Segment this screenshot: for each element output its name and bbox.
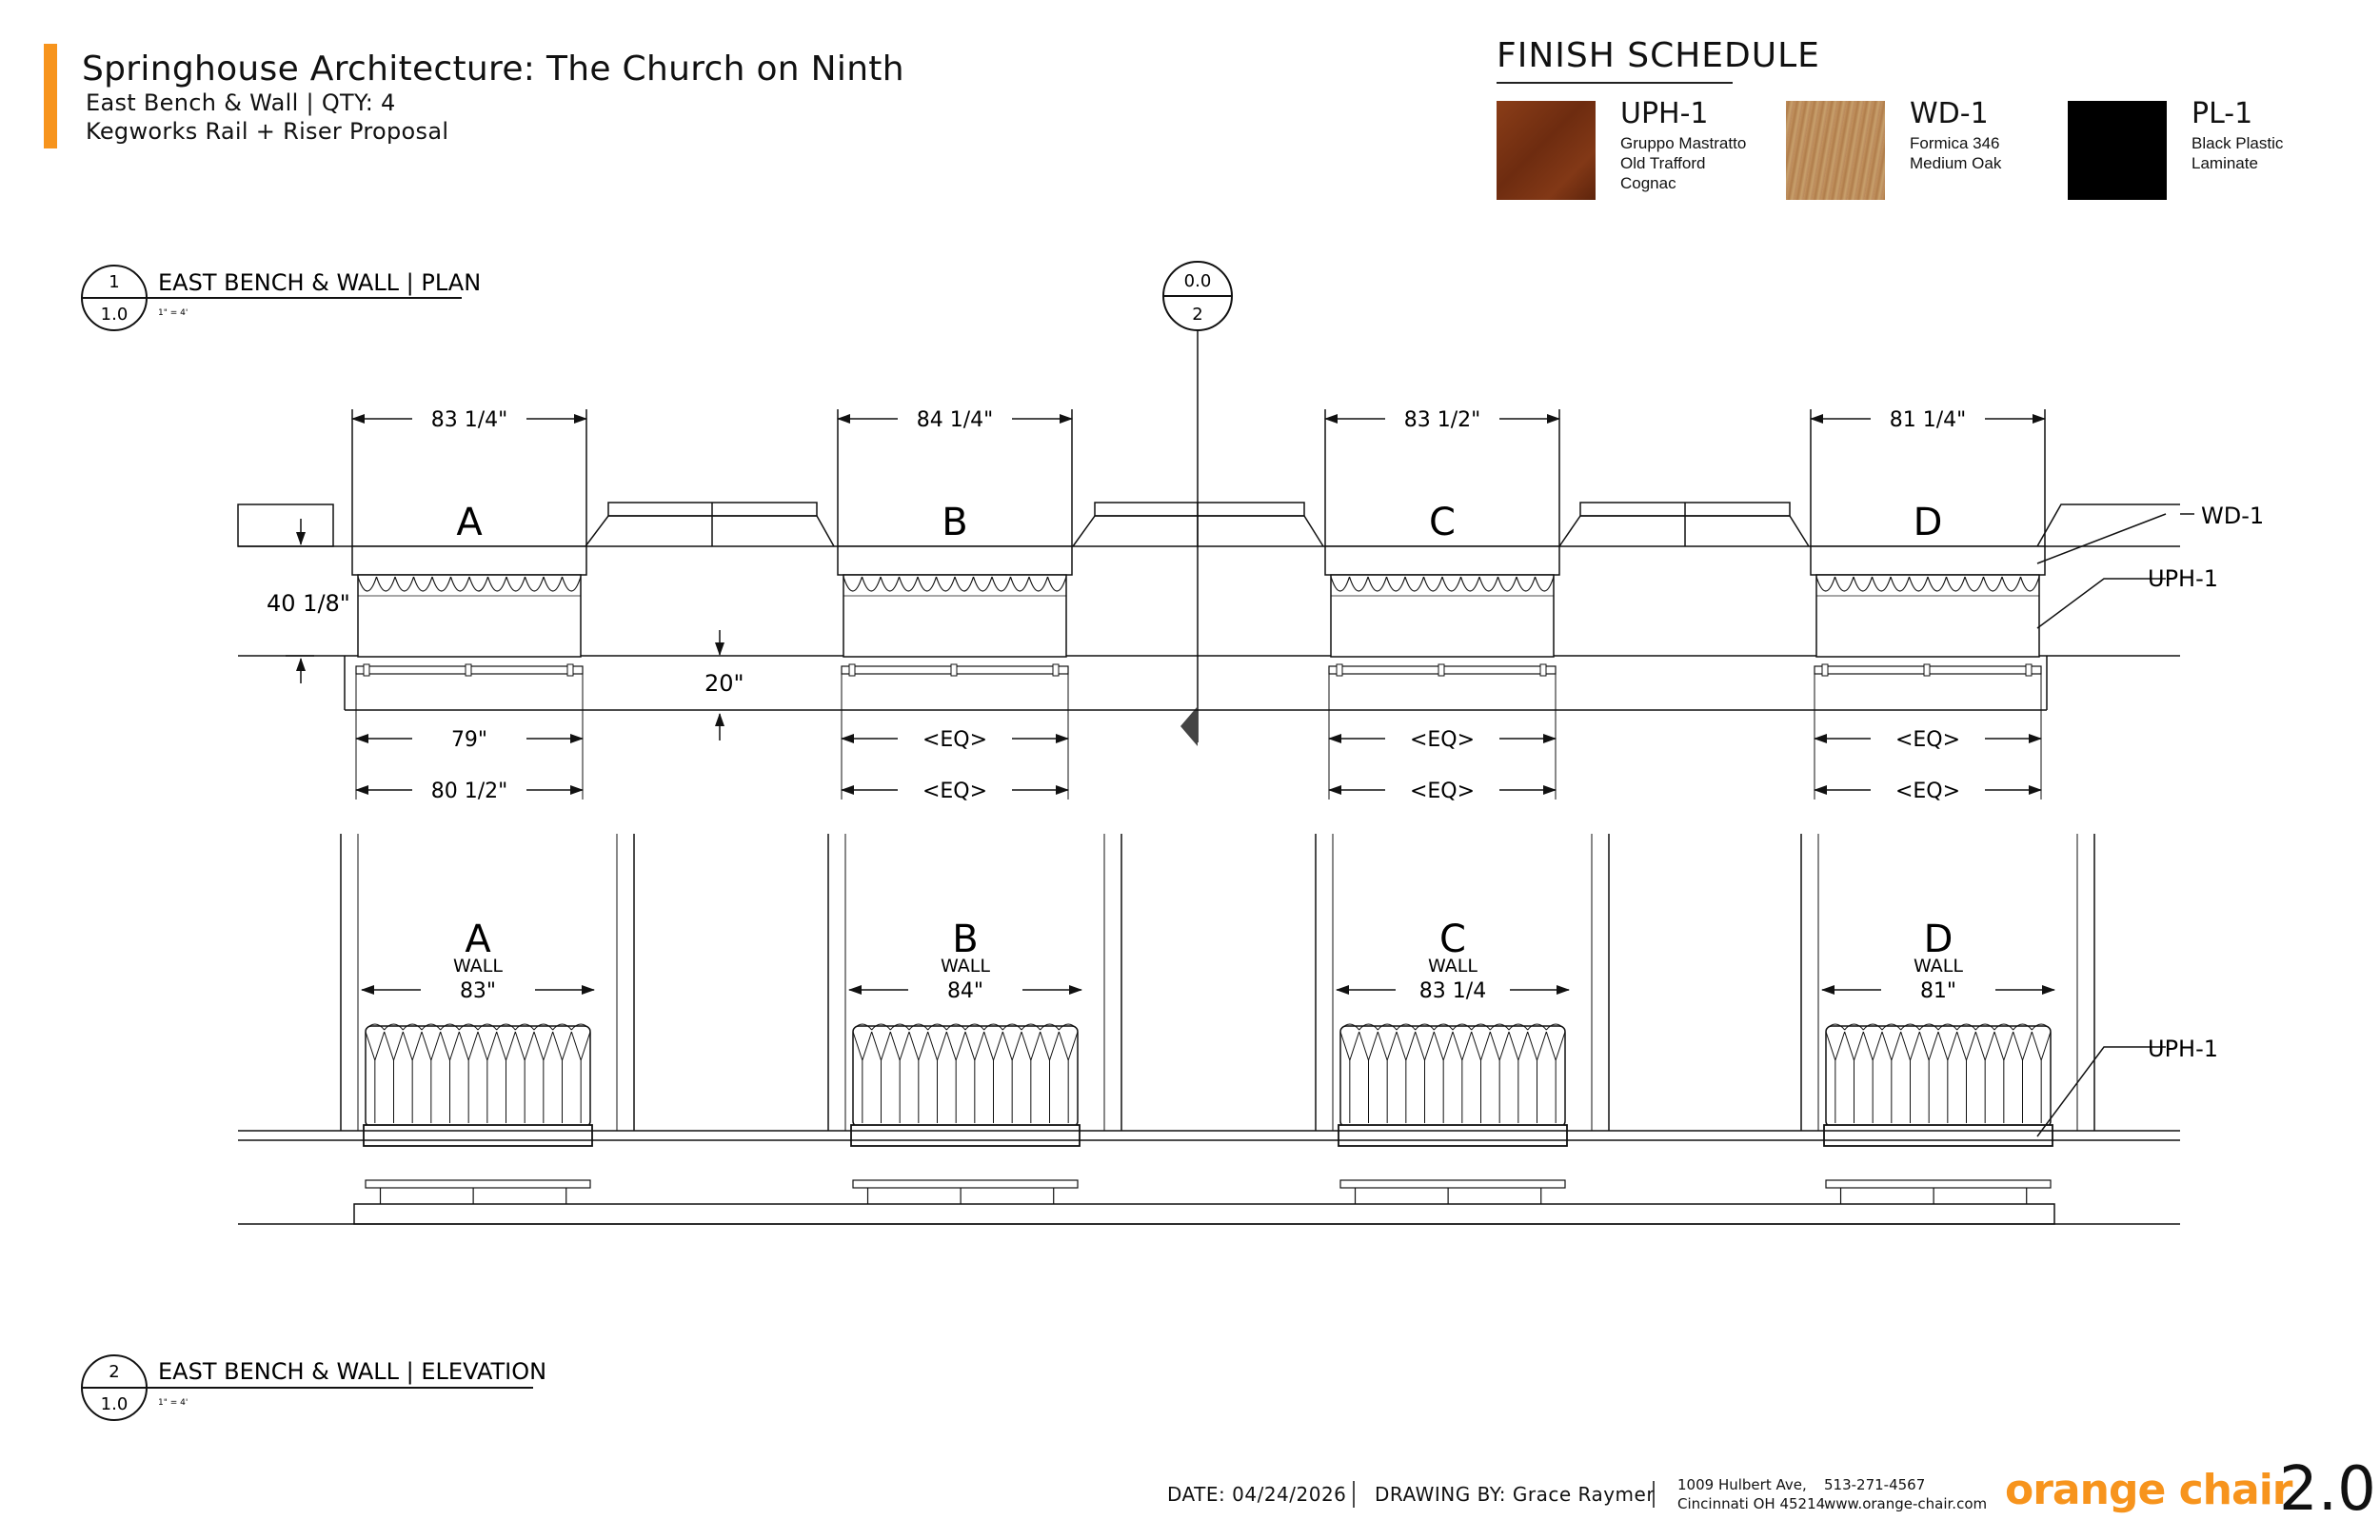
plan-top-dim-c: 83 1/2" — [1403, 408, 1481, 432]
elevation-wall-label: D — [1923, 918, 1954, 961]
plan-bench-b — [838, 408, 1072, 803]
elevation-wall-c — [1316, 834, 1609, 1204]
plan-top-dim-a: 83 1/4" — [430, 408, 508, 432]
plan-base-dim-c: <EQ> — [1409, 780, 1476, 803]
drawing-subtitle-qty: East Bench & Wall | QTY: 4 — [86, 89, 396, 116]
plan-rail-dim-b: <EQ> — [922, 728, 988, 752]
elevation-wall-dim-a: 83" — [459, 979, 497, 1003]
plan-rail-dim-d: <EQ> — [1894, 728, 1961, 752]
plan-bench-c — [1325, 408, 1559, 803]
elevation-wall-label: A — [465, 918, 491, 961]
finish-desc-wd-1: Formica 346 Medium Oak — [1910, 134, 2002, 172]
plan-bench-a — [352, 408, 586, 803]
drawing-title: Springhouse Architecture: The Church on Ninth — [82, 49, 904, 89]
elevation-wall-dim-d: 81" — [1919, 979, 1957, 1003]
elevation-view-scale: 1" = 4' — [158, 1398, 188, 1408]
plan-base-dim-a: 80 1/2" — [430, 780, 508, 803]
finish-desc-pl-1: Black Plastic Laminate — [2192, 134, 2284, 172]
elevation-wall-sublabel: WALL — [1428, 956, 1478, 977]
elevation-tag-sheet: 1.0 — [100, 1394, 129, 1414]
plan-rail-dim-a: 79" — [450, 728, 488, 752]
plan-bench-label: D — [1913, 501, 1943, 544]
elevation-wall-dim-b: 84" — [946, 979, 984, 1003]
plan-gap-label: 20" — [704, 670, 744, 697]
plan-bench-label: A — [456, 501, 483, 544]
sheet-number: 2.0 — [2279, 1454, 2376, 1525]
plan-base-dim-d: <EQ> — [1894, 780, 1961, 803]
elevation-wall-d — [1801, 834, 2094, 1204]
footer-drawn-by: DRAWING BY: Grace Raymer — [1375, 1483, 1656, 1506]
elevation-wall-sublabel: WALL — [1914, 956, 1963, 977]
elevation-wall-sublabel: WALL — [941, 956, 990, 977]
plan-view-tag — [82, 266, 481, 330]
elevation-tag-number: 2 — [109, 1362, 120, 1382]
plan-depth-label: 40 1/8" — [267, 590, 350, 617]
plan-top-dim-b: 84 1/4" — [916, 408, 994, 432]
brand-logo: orange chair — [2005, 1466, 2292, 1514]
elevation-view-title: EAST BENCH & WALL | ELEVATION — [158, 1358, 547, 1385]
elevation-wall-a — [341, 834, 634, 1204]
elevation-callout-uph-1: UPH-1 — [2148, 1036, 2219, 1062]
footer-address: 1009 Hulbert Ave, Cincinnati OH 45214 — [1677, 1476, 1826, 1512]
plan-base-dim-b: <EQ> — [922, 780, 988, 803]
plan-rail-dim-c: <EQ> — [1409, 728, 1476, 752]
plan-bench-d — [1811, 408, 2045, 803]
elevation-wall-label: B — [952, 918, 979, 961]
plan-callout-wd-1: WD-1 — [2201, 503, 2265, 529]
elevation-wall-b — [828, 834, 1121, 1204]
elevation-wall-sublabel: WALL — [453, 956, 503, 977]
finish-code-pl-1: PL-1 — [2192, 97, 2253, 130]
finish-schedule-title: FINISH SCHEDULE — [1497, 36, 1820, 75]
section-tag-top: 0.0 — [1183, 271, 1212, 291]
elevation-benches — [341, 834, 2094, 1204]
plan-tag-number: 1 — [109, 272, 120, 292]
plan-tag-sheet: 1.0 — [100, 305, 129, 325]
drawing-subtitle-proposal: Kegworks Rail + Riser Proposal — [86, 118, 449, 145]
footer-date: DATE: 04/24/2026 — [1167, 1483, 1347, 1506]
plan-bench-label: B — [942, 501, 968, 544]
plan-bench-label: C — [1429, 501, 1456, 544]
elevation-view-tag — [82, 1355, 546, 1420]
finish-code-wd-1: WD-1 — [1910, 97, 1989, 130]
elevation-wall-label: C — [1439, 918, 1466, 961]
finish-desc-uph-1: Gruppo Mastratto Old Trafford Cognac — [1620, 134, 1747, 192]
finish-code-uph-1: UPH-1 — [1620, 97, 1709, 130]
plan-view-title: EAST BENCH & WALL | PLAN — [158, 269, 482, 296]
plan-wall-insets — [585, 503, 1809, 546]
plan-top-dim-d: 81 1/4" — [1889, 408, 1967, 432]
elevation-wall-dim-c: 83 1/4 — [1418, 979, 1487, 1003]
plan-view-scale: 1" = 4' — [158, 308, 188, 318]
footer-contact: 513-271-4567 www.orange-chair.com — [1824, 1476, 1988, 1512]
section-tag-bottom: 2 — [1192, 305, 1203, 325]
plan-callout-uph-1: UPH-1 — [2148, 565, 2219, 592]
plan-benches — [352, 408, 2045, 803]
